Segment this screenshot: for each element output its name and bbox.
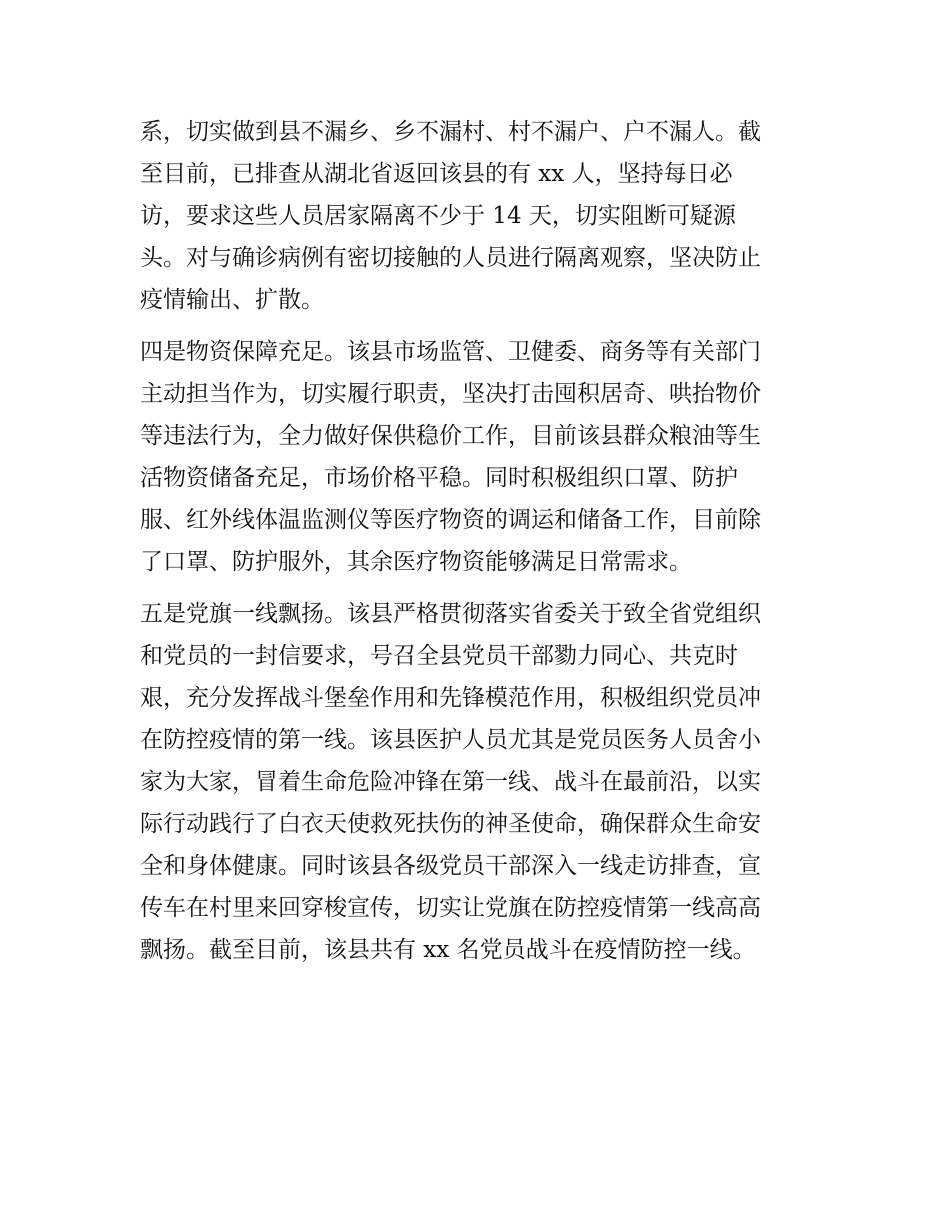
text-line: 系，切实做到县不漏乡、乡不漏村、村不漏户、户不漏人。截 bbox=[140, 119, 761, 145]
text-line: 主动担当作为，切实履行职责，坚决打击囤积居奇、哄抬物价 bbox=[140, 381, 761, 407]
text-line: 际行动践行了白衣天使救死扶伤的神圣使命，确保群众生命安 bbox=[140, 811, 761, 837]
text-line: 了口罩、防护服外，其余医疗物资能够满足日常需求。 bbox=[140, 549, 692, 575]
text-line: 访，要求这些人员居家隔离不少于 14 天，切实阻断可疑源 bbox=[140, 203, 736, 229]
body-text bbox=[140, 111, 820, 971]
text-line: 等违法行为，全力做好保供稳价工作，目前该县群众粮油等生 bbox=[140, 423, 761, 449]
text-line: 和党员的一封信要求，号召全县党员干部勠力同心、共克时 bbox=[140, 643, 738, 669]
text-line: 艰，充分发挥战斗堡垒作用和先锋模范作用，积极组织党员冲 bbox=[140, 685, 761, 711]
text-line: 在防控疫情的第一线。该县医护人员尤其是党员医务人员舍小 bbox=[140, 727, 761, 753]
text-line: 疫情输出、扩散。 bbox=[140, 287, 324, 313]
text-line: 全和身体健康。同时该县各级党员干部深入一线走访排查，宣 bbox=[140, 853, 761, 879]
text-line: 服、红外线体温监测仪等医疗物资的调运和储备工作，目前除 bbox=[140, 507, 761, 533]
text-line: 至目前，已排查从湖北省返回该县的有 xx 人，坚持每日必 bbox=[140, 161, 733, 187]
text-line: 活物资储备充足，市场价格平稳。同时积极组织口罩、防护 bbox=[140, 465, 738, 491]
text-line: 家为大家，冒着生命危险冲锋在第一线、战斗在最前沿，以实 bbox=[140, 769, 761, 795]
text-line: 飘扬。截至目前，该县共有 xx 名党员战斗在疫情防控一线。 bbox=[140, 937, 756, 963]
text-line: 五是党旗一线飘扬。该县严格贯彻落实省委关于致全省党组织 bbox=[140, 601, 761, 627]
text-line: 四是物资保障充足。该县市场监管、卫健委、商务等有关部门 bbox=[140, 339, 761, 365]
text-line: 传车在村里来回穿梭宣传，切实让党旗在防控疫情第一线高高 bbox=[140, 895, 761, 921]
text-line: 头。对与确诊病例有密切接触的人员进行隔离观察，坚决防止 bbox=[140, 245, 761, 271]
